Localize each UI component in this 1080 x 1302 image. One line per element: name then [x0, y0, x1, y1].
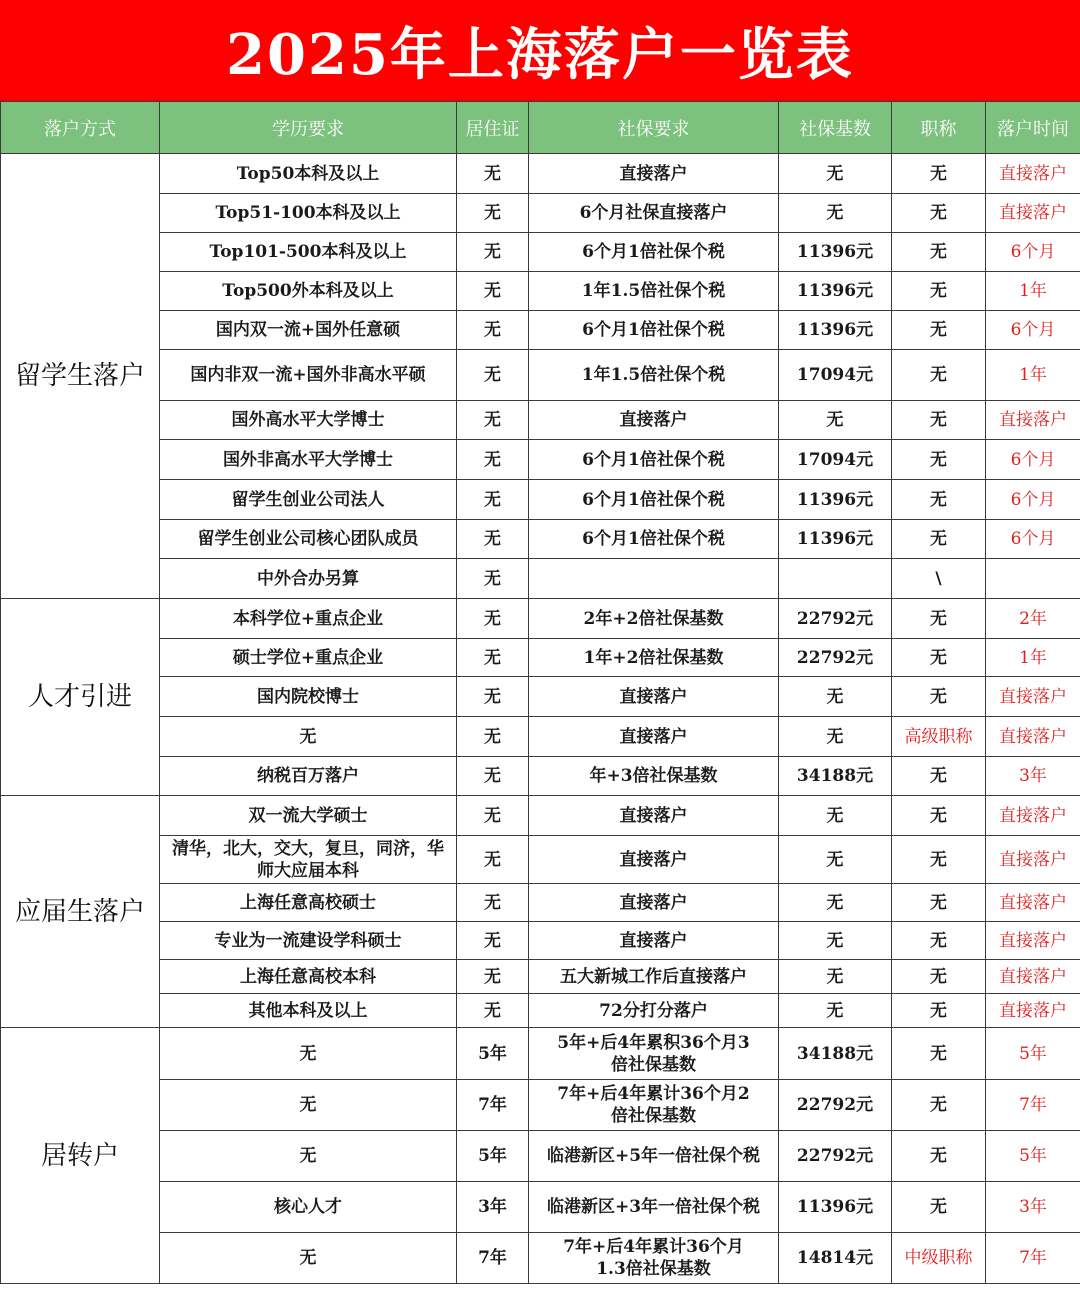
- header-method: 落户方式: [1, 102, 160, 154]
- group-label: 应届生落户: [1, 796, 160, 1028]
- social-security-cell: 直接落户: [529, 401, 779, 440]
- settle-time-cell: 6个月: [986, 311, 1080, 350]
- ss-base-cell: 22792元: [779, 639, 892, 677]
- title-cell: 无: [892, 480, 986, 520]
- title-cell: 无: [892, 350, 986, 401]
- title-cell: 无: [892, 639, 986, 677]
- settle-time-cell: 直接落户: [986, 401, 1080, 440]
- header-education: 学历要求: [160, 102, 457, 154]
- ss-base-cell: 22792元: [779, 1080, 892, 1131]
- residence-permit-cell: 无: [457, 599, 529, 639]
- residence-permit-cell: 无: [457, 233, 529, 272]
- residence-permit-cell: 无: [457, 639, 529, 677]
- education-cell: 国内院校博士: [160, 677, 457, 717]
- group-label: 留学生落户: [1, 154, 160, 599]
- social-security-cell: 五大新城工作后直接落户: [529, 960, 779, 994]
- social-security-cell: 直接落户: [529, 677, 779, 717]
- social-security-cell: 年+3倍社保基数: [529, 757, 779, 796]
- settle-time-cell: [986, 559, 1080, 599]
- title-cell: 无: [892, 401, 986, 440]
- education-cell: 留学生创业公司核心团队成员: [160, 520, 457, 559]
- table-row: [1, 1131, 1080, 1182]
- education-cell: 国外高水平大学博士: [160, 401, 457, 440]
- header-row: [1, 102, 1080, 154]
- ss-base-cell: 无: [779, 836, 892, 884]
- social-security-cell: 直接落户: [529, 717, 779, 757]
- education-cell: 硕士学位+重点企业: [160, 639, 457, 677]
- ss-base-cell: 无: [779, 884, 892, 922]
- table-row: [1, 639, 1080, 677]
- social-security-cell: 6个月1倍社保个税: [529, 520, 779, 559]
- ss-base-cell: 无: [779, 401, 892, 440]
- settle-time-cell: 5年: [986, 1131, 1080, 1182]
- title-cell: 无: [892, 836, 986, 884]
- table-row: [1, 599, 1080, 639]
- table-row: [1, 796, 1080, 836]
- settle-time-cell: 直接落户: [986, 960, 1080, 994]
- title-cell: 无: [892, 884, 986, 922]
- ss-base-cell: 无: [779, 717, 892, 757]
- settle-time-cell: 直接落户: [986, 796, 1080, 836]
- social-security-cell: 1年1.5倍社保个税: [529, 350, 779, 401]
- settle-time-cell: 直接落户: [986, 717, 1080, 757]
- social-security-cell: 6个月1倍社保个税: [529, 233, 779, 272]
- settle-time-cell: 直接落户: [986, 677, 1080, 717]
- residence-permit-cell: 无: [457, 194, 529, 233]
- social-security-cell: 6个月社保直接落户: [529, 194, 779, 233]
- ss-base-cell: 11396元: [779, 480, 892, 520]
- table-row: [1, 520, 1080, 559]
- table-row: [1, 272, 1080, 311]
- residence-permit-cell: 无: [457, 884, 529, 922]
- education-cell: 无: [160, 717, 457, 757]
- settle-time-cell: 7年: [986, 1233, 1080, 1284]
- table-row: [1, 194, 1080, 233]
- residence-permit-cell: 无: [457, 922, 529, 960]
- ss-base-cell: 11396元: [779, 272, 892, 311]
- residence-permit-cell: 无: [457, 677, 529, 717]
- ss-base-cell: 11396元: [779, 520, 892, 559]
- settle-time-cell: 3年: [986, 1182, 1080, 1233]
- education-cell: 上海任意高校本科: [160, 960, 457, 994]
- residence-permit-cell: 5年: [457, 1028, 529, 1080]
- settle-time-cell: 1年: [986, 272, 1080, 311]
- residence-permit-cell: 无: [457, 401, 529, 440]
- residence-permit-cell: 无: [457, 480, 529, 520]
- settle-time-cell: 1年: [986, 639, 1080, 677]
- header-ss-base: 社保基数: [779, 102, 892, 154]
- social-security-cell: [529, 559, 779, 599]
- title-cell: 无: [892, 1080, 986, 1131]
- ss-base-cell: 无: [779, 194, 892, 233]
- education-cell: Top51-100本科及以上: [160, 194, 457, 233]
- social-security-cell: 直接落户: [529, 836, 779, 884]
- table-row: [1, 233, 1080, 272]
- social-security-cell: 直接落户: [529, 796, 779, 836]
- ss-base-cell: 无: [779, 922, 892, 960]
- header-social-security: 社保要求: [529, 102, 779, 154]
- education-cell: 核心人才: [160, 1182, 457, 1233]
- group-label: 居转户: [1, 1028, 160, 1284]
- social-security-cell: 7年+后4年累计36个月1.3倍社保基数: [529, 1233, 779, 1284]
- social-security-cell: 直接落户: [529, 884, 779, 922]
- ss-base-cell: 17094元: [779, 440, 892, 480]
- settle-time-cell: 直接落户: [986, 994, 1080, 1028]
- ss-base-cell: 无: [779, 960, 892, 994]
- social-security-cell: 临港新区+5年一倍社保个税: [529, 1131, 779, 1182]
- education-cell: 无: [160, 1080, 457, 1131]
- residence-permit-cell: 无: [457, 757, 529, 796]
- table-row: [1, 440, 1080, 480]
- residence-permit-cell: 无: [457, 440, 529, 480]
- education-cell: 留学生创业公司法人: [160, 480, 457, 520]
- education-cell: 国内双一流+国外任意硕: [160, 311, 457, 350]
- title-cell: 中级职称: [892, 1233, 986, 1284]
- ss-base-cell: 无: [779, 154, 892, 194]
- table-row: [1, 1233, 1080, 1284]
- social-security-cell: 5年+后4年累积36个月3倍社保基数: [529, 1028, 779, 1080]
- title-cell: 无: [892, 960, 986, 994]
- table-row: [1, 311, 1080, 350]
- social-security-cell: 72分打分落户: [529, 994, 779, 1028]
- residence-permit-cell: 3年: [457, 1182, 529, 1233]
- social-security-cell: 临港新区+3年一倍社保个税: [529, 1182, 779, 1233]
- ss-base-cell: 无: [779, 796, 892, 836]
- settle-time-cell: 2年: [986, 599, 1080, 639]
- title-cell: 无: [892, 154, 986, 194]
- education-cell: 本科学位+重点企业: [160, 599, 457, 639]
- ss-base-cell: 22792元: [779, 599, 892, 639]
- education-cell: 国外非高水平大学博士: [160, 440, 457, 480]
- settle-time-cell: 6个月: [986, 520, 1080, 559]
- table-row: [1, 757, 1080, 796]
- title-cell: 无: [892, 922, 986, 960]
- table-row: [1, 401, 1080, 440]
- ss-base-cell: 17094元: [779, 350, 892, 401]
- ss-base-cell: 无: [779, 994, 892, 1028]
- settle-time-cell: 直接落户: [986, 884, 1080, 922]
- settlement-table: [0, 101, 1080, 1284]
- education-cell: Top500外本科及以上: [160, 272, 457, 311]
- settle-time-cell: 1年: [986, 350, 1080, 401]
- education-cell: 无: [160, 1028, 457, 1080]
- title-cell: 无: [892, 757, 986, 796]
- residence-permit-cell: 7年: [457, 1080, 529, 1131]
- ss-base-cell: 34188元: [779, 1028, 892, 1080]
- table-row: [1, 1028, 1080, 1080]
- settle-time-cell: 直接落户: [986, 836, 1080, 884]
- residence-permit-cell: 无: [457, 717, 529, 757]
- ss-base-cell: 22792元: [779, 1131, 892, 1182]
- education-cell: 纳税百万落户: [160, 757, 457, 796]
- settle-time-cell: 6个月: [986, 440, 1080, 480]
- table-row: [1, 1182, 1080, 1233]
- ss-base-cell: 11396元: [779, 311, 892, 350]
- title-cell: 无: [892, 520, 986, 559]
- education-cell: 其他本科及以上: [160, 994, 457, 1028]
- group-label: 人才引进: [1, 599, 160, 796]
- settle-time-cell: 直接落户: [986, 922, 1080, 960]
- settle-time-cell: 5年: [986, 1028, 1080, 1080]
- table-row: [1, 154, 1080, 194]
- settle-time-cell: 3年: [986, 757, 1080, 796]
- title-cell: 无: [892, 1131, 986, 1182]
- header-settle-time: 落户时间: [986, 102, 1080, 154]
- education-cell: 专业为一流建设学科硕士: [160, 922, 457, 960]
- settle-time-cell: 直接落户: [986, 194, 1080, 233]
- title-cell: 无: [892, 233, 986, 272]
- header-residence-permit: 居住证: [457, 102, 529, 154]
- settle-time-cell: 7年: [986, 1080, 1080, 1131]
- table-row: [1, 350, 1080, 401]
- settle-time-cell: 直接落户: [986, 154, 1080, 194]
- social-security-cell: 6个月1倍社保个税: [529, 440, 779, 480]
- title-cell: 无: [892, 1028, 986, 1080]
- ss-base-cell: 11396元: [779, 1182, 892, 1233]
- settle-time-cell: 6个月: [986, 480, 1080, 520]
- title-cell: 无: [892, 796, 986, 836]
- table-row: [1, 960, 1080, 994]
- title-cell: 无: [892, 311, 986, 350]
- page-title: 2025年上海落户一览表: [0, 0, 1080, 101]
- title-cell: 无: [892, 677, 986, 717]
- table-row: [1, 1080, 1080, 1131]
- title-cell: 无: [892, 599, 986, 639]
- education-cell: 双一流大学硕士: [160, 796, 457, 836]
- residence-permit-cell: 5年: [457, 1131, 529, 1182]
- social-security-cell: 直接落户: [529, 922, 779, 960]
- residence-permit-cell: 无: [457, 272, 529, 311]
- title-cell: 无: [892, 440, 986, 480]
- education-cell: Top101-500本科及以上: [160, 233, 457, 272]
- table-row: [1, 994, 1080, 1028]
- residence-permit-cell: 无: [457, 154, 529, 194]
- table-row: [1, 717, 1080, 757]
- title-cell: \: [892, 559, 986, 599]
- education-cell: 上海任意高校硕士: [160, 884, 457, 922]
- social-security-cell: 6个月1倍社保个税: [529, 311, 779, 350]
- social-security-cell: 6个月1倍社保个税: [529, 480, 779, 520]
- table-row: [1, 559, 1080, 599]
- social-security-cell: 2年+2倍社保基数: [529, 599, 779, 639]
- table-row: [1, 836, 1080, 884]
- title-cell: 无: [892, 272, 986, 311]
- table-row: [1, 480, 1080, 520]
- header-title: 职称: [892, 102, 986, 154]
- ss-base-cell: 34188元: [779, 757, 892, 796]
- table-row: [1, 922, 1080, 960]
- ss-base-cell: 11396元: [779, 233, 892, 272]
- residence-permit-cell: 无: [457, 559, 529, 599]
- education-cell: 清华，北大，交大，复旦，同济，华师大应届本科: [160, 836, 457, 884]
- residence-permit-cell: 无: [457, 311, 529, 350]
- ss-base-cell: 无: [779, 677, 892, 717]
- social-security-cell: 1年1.5倍社保个税: [529, 272, 779, 311]
- education-cell: 国内非双一流+国外非高水平硕: [160, 350, 457, 401]
- ss-base-cell: [779, 559, 892, 599]
- title-cell: 无: [892, 1182, 986, 1233]
- education-cell: 中外合办另算: [160, 559, 457, 599]
- residence-permit-cell: 7年: [457, 1233, 529, 1284]
- table-row: [1, 884, 1080, 922]
- education-cell: 无: [160, 1131, 457, 1182]
- table-body: [1, 154, 1080, 1284]
- title-cell: 高级职称: [892, 717, 986, 757]
- ss-base-cell: 14814元: [779, 1233, 892, 1284]
- residence-permit-cell: 无: [457, 796, 529, 836]
- residence-permit-cell: 无: [457, 960, 529, 994]
- table-row: [1, 677, 1080, 717]
- education-cell: Top50本科及以上: [160, 154, 457, 194]
- social-security-cell: 直接落户: [529, 154, 779, 194]
- residence-permit-cell: 无: [457, 520, 529, 559]
- residence-permit-cell: 无: [457, 836, 529, 884]
- title-cell: 无: [892, 994, 986, 1028]
- settle-time-cell: 6个月: [986, 233, 1080, 272]
- education-cell: 无: [160, 1233, 457, 1284]
- title-cell: 无: [892, 194, 986, 233]
- social-security-cell: 1年+2倍社保基数: [529, 639, 779, 677]
- residence-permit-cell: 无: [457, 994, 529, 1028]
- residence-permit-cell: 无: [457, 350, 529, 401]
- social-security-cell: 7年+后4年累计36个月2倍社保基数: [529, 1080, 779, 1131]
